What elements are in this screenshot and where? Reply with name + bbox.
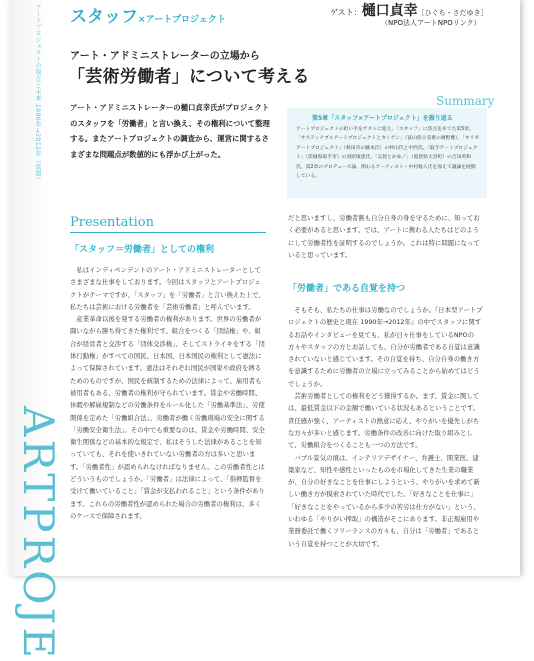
section-heading-rights: 「スタッフ＝労働者」としての権利 xyxy=(70,245,215,255)
body-left-column: 私はインディペンデントのアート・アドミニストレーターとしてさまざまな仕事をしております。今回はスタッフとアートプロジェクトがテーマですが、「スタッフ」を「労働者」と言い換えた上で、私たちは芸術における労働者を「芸術労働者」と呼んでいます。 産業革命以後を発する労働者の権利があります。世界の労働者が闘いながら勝ち得てきた権利です。組合をつくる「団結権」や、組合が経営者と交渉する「団体交渉権」、そしてストライキをする「団体行動権」がすべての国民、日本国、日本国民の権利として憲法によって保障されています。憲法はそれぞれ国民が国家や政府を縛るためのものですが、国民を統制するための法律によって、雇用者も被用者もある、労働者の権利が守られています。賃金や労働時間、休暇や解雇規制などの労働条件をルール化した「労働基準法」、労使関係を定めた「労働組合法」、労働者が働く労働現場の安全に関する「労働安全衛生法」。その中でも重要なのは、賃金や労働時間、安全衛生関係などの基本的な規定で、私はそうした法律があることを知っていても、それを使いきれていない労働者の方は多いと思います。「労働者性」が認められなければなりません。この労働者性とはどういうものでしょうか。「労働者」は法律によって、「指揮監督を受けて働いていること」「賃金が支払われること」という条件があります。これらの労働者性が認められた場合の労働者の権利は、多くのケースで保障されます。 xyxy=(70,266,265,520)
guest-reading: ［ひぐち・さだゆき］ xyxy=(417,9,488,17)
book-title-vertical: アートプロジェクトの現在と未来 1990年→2012年（仮題） xyxy=(34,4,41,183)
chapter-category xyxy=(70,2,226,27)
presentation-rule xyxy=(70,232,266,233)
guest-label: ゲスト： xyxy=(330,8,362,17)
artproject-vertical-logo: ARTPROJE xyxy=(14,406,63,661)
article-subtitle: アート・アドミニストレーターの立場から xyxy=(70,51,260,62)
summary-label: Summary xyxy=(436,94,495,108)
guest-organization: （NPO法人アートNPOリンク） xyxy=(381,19,481,27)
presentation-label: Presentation xyxy=(70,215,154,230)
section-heading-awareness: 「労働者」である自覚を持つ xyxy=(288,284,406,294)
body-right-column: そもそも、私たちの仕事は労働なのでしょうか。『日本型アートプロジェクトの歴史と現在 1990年→2012年』の中でスタッフに関するお話やインタビューを見ても、私が日々仕事をしているNPOの方々やスタッフの方とお話しても、自分が労働者である自覚は意識されていないと感じています。その自覚を持ち、自分自身の働き方を意識するために労働者の立場に立ってみることから始めてはどうでしょうか。 芸術労働者としての権利をどう獲得するか。まず、賃金に関しては、最低賃金以下の金額で働いている状況もあるということです。責任感が強く、アーティストの熱意に応え、やりがいを優先しがちな方々が多いと感じます。労働条件の改善に向けた取り組みとして、労働組合をつくることも一つの方法です。 バブル景気の頃は、インテリアデザイナー、弁護士、開業医、建築家など、知性や感性といったものを市場化してきた生業の職業が、自分の好きなことを仕事にしようという、やりがいを求めて新しい働き方が模索されていた時代でした。「好きなことを仕事に」「好きなことをやっているから多少の苦労は仕方がない」という、いわゆる「やりがい搾取」の構造がそこにあります。非正規雇用や業務委託で働くフリーランスの方々も、自分は「労働者」であるという自覚を持つことが大切です。 xyxy=(288,306,483,548)
article-title: 「芸術労働者」について考える xyxy=(68,67,310,87)
body-right-column-top: だと思いますし、労働者側も自分自身の身を守るために、知っておく必要があると思います。では、アートに携わる人たちはどのようにして労働者性を証明するのでしょうか。これは特に問題になっていると思っています。 xyxy=(288,214,480,259)
article-intro: アート・アドミニストレーターの樋口貞幸氏がプロジェクトのスタッフを「労働者」と言い換え、その権利について整理する。またアートプロジェクトの調査から、運営に関するさまざまな問題点が数値的にも浮かび上がった。 xyxy=(70,103,270,159)
category-main: スタッフ xyxy=(70,7,138,27)
category-sub: ×アートプロジェクト xyxy=(138,15,226,25)
summary-body: アートプロジェクトの担い手をゲストに迎え、「スタッフ」に焦点をあてた第5章。「サスティナブルアートプロジェクトとカンゲン」（富山県立美術の廣野雅）、「オリゼアートプロジェクト」（秋田市の藤本氏）の仲山氏と中西氏。「取手アートプロジェクト」（茨城県取手市）の羽原康恵氏、「志賀とかゆ／」（滋賀県大宮町）の吉田英和氏、第2章のプロデュース論、関わるアーティスト・中村稔人氏を加えて議論を展開している。 xyxy=(296,127,480,180)
guest-line xyxy=(330,0,488,20)
guest-name: 樋口貞幸 xyxy=(361,3,418,19)
summary-heading: 第5章「スタッフ×アートプロジェクト」を振り返る xyxy=(312,115,453,122)
